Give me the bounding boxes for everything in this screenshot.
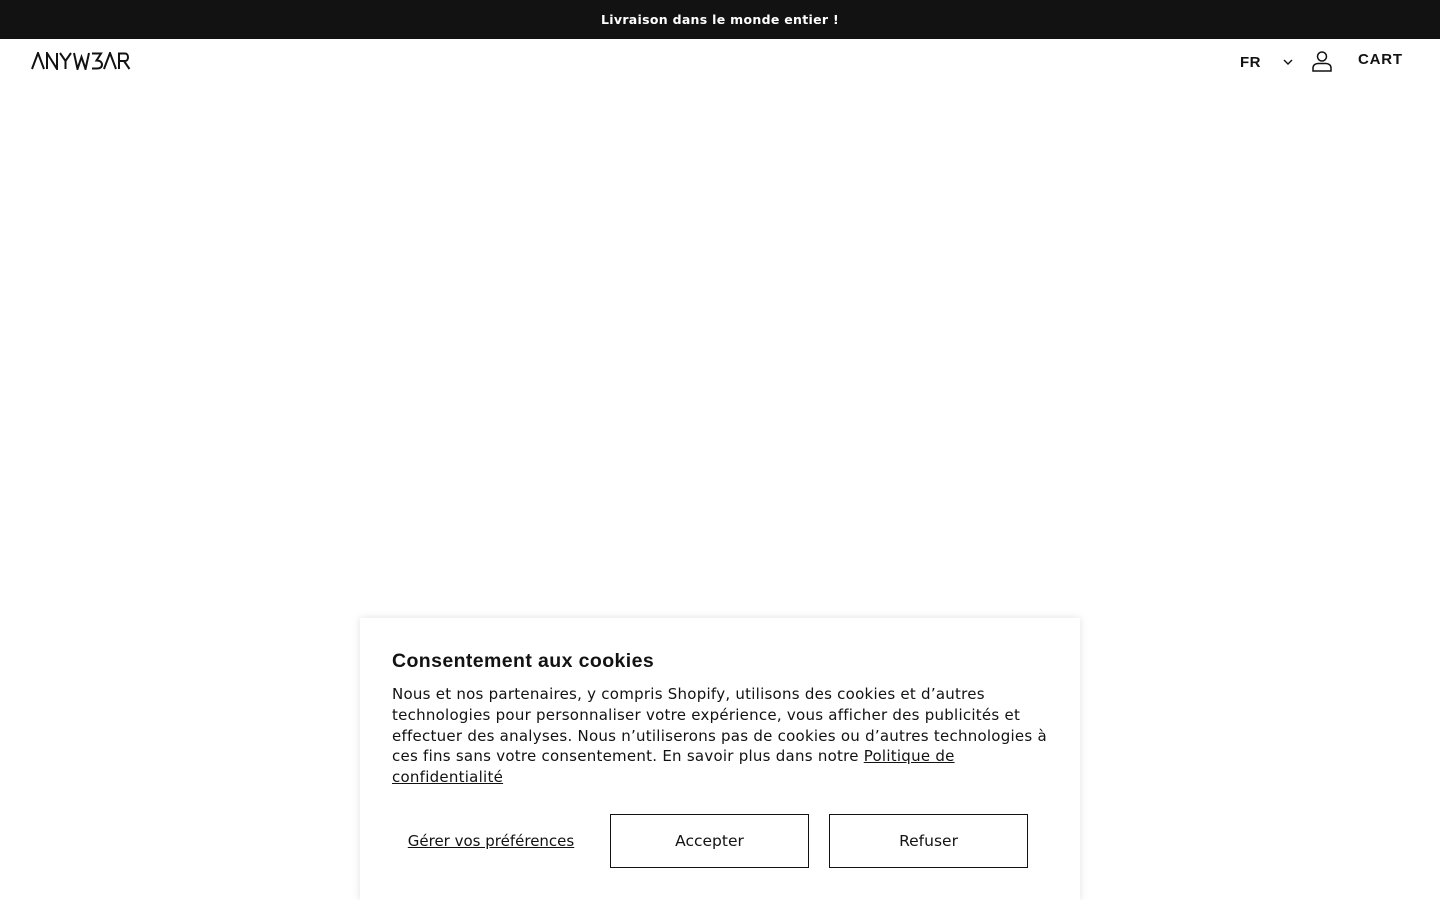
privacy-policy-link[interactable]: Politique de confidentialité: [392, 747, 955, 787]
logo[interactable]: [31, 52, 131, 70]
accept-button[interactable]: Accepter: [610, 814, 809, 868]
chevron-down-icon: [1282, 56, 1294, 68]
language-selector[interactable]: [1240, 51, 1296, 73]
refuse-button[interactable]: Refuser: [829, 814, 1028, 868]
site-header: [0, 39, 1440, 85]
cookie-title: Consentement aux cookies: [392, 650, 655, 672]
announcement-text: Livraison dans le monde entier !: [601, 12, 839, 27]
user-icon[interactable]: [1311, 50, 1333, 72]
manage-preferences-link[interactable]: Gérer vos préférences: [407, 831, 575, 850]
cookie-description: [392, 684, 1048, 788]
cookie-consent-banner: [360, 618, 1080, 900]
cookie-body-text: Nous et nos partenaires, y compris Shopify, utilisons des cookies et d’autres technologies pour personnaliser votre expérience, vous afficher des publicités et effectuer des analyses. Nous n’utiliserons pas de cookies ou d’autres technologies à ces fins sans votre consentement. En savoir plus dans notre: [392, 685, 1047, 766]
language-label: FR: [1240, 53, 1261, 71]
announcement-bar: [0, 0, 1440, 39]
cart-link[interactable]: CART: [1358, 51, 1403, 68]
